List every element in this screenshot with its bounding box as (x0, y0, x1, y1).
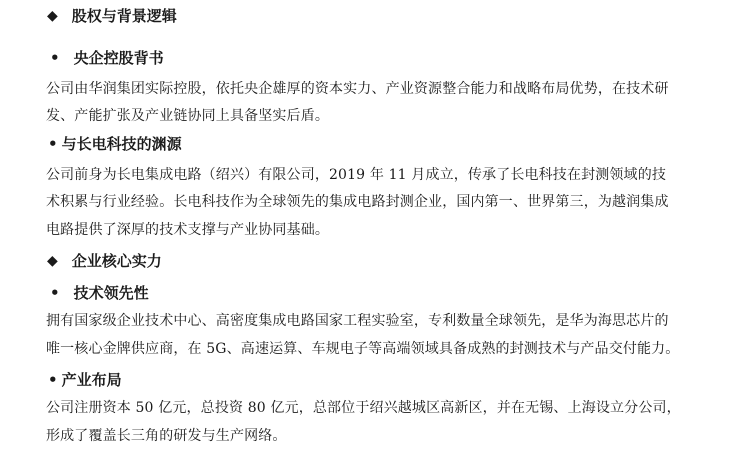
section-heading (47, 251, 162, 271)
section-title: 企业核心实力 (71, 252, 162, 270)
subsection-heading (50, 283, 149, 303)
paragraph-line: 公司由华润集团实际控股，依托央企雄厚的资本实力、产业资源整合能力和战略布局优势，在技术研 (46, 81, 669, 97)
paragraph-line: 公司前身为长电集成电路（绍兴）有限公司，2019 年 11 月成立，传承了长电科技在封测领域的技 (46, 167, 666, 183)
subsection-title: 与长电科技的渊源 (61, 135, 182, 153)
dot-bullet-icon: • (48, 135, 58, 153)
subsection-heading (48, 370, 122, 390)
paragraph-line: 形成了覆盖长三角的研发与生产网络。 (46, 428, 287, 444)
subsection-heading (48, 134, 182, 154)
paragraph-line: 公司注册资本 50 亿元，总投资 80 亿元，总部位于绍兴越城区高新区，并在无锡、上海设立分公司， (46, 400, 681, 416)
paragraph-line: 发、产能扩张及产业链协同上具备坚实后盾。 (46, 108, 329, 124)
subsection-heading (50, 48, 164, 68)
paragraph-line: 术积累与行业经验。长电科技作为全球领先的集成电路封测企业，国内第一、世界第三，为越润集成 (46, 194, 669, 210)
subsection-title: 央企控股背书 (73, 49, 164, 67)
subsection-title: 技术领先性 (73, 284, 149, 302)
paragraph-line: 电路提供了深厚的技术支撑与产业协同基础。 (46, 222, 329, 238)
dot-bullet-icon: • (50, 284, 60, 302)
paragraph-line: 唯一核心金牌供应商，在 5G、高速运算、车规电子等高端领域具备成熟的封测技术与产品交付能力。 (46, 341, 680, 357)
diamond-bullet-icon: ◆ (47, 253, 58, 269)
dot-bullet-icon: • (48, 371, 58, 389)
diamond-bullet-icon: ◆ (47, 8, 58, 24)
paragraph-line: 拥有国家级企业技术中心、高密度集成电路国家工程实验室，专利数量全球领先，是华为海思芯片的 (46, 313, 669, 329)
subsection-title: 产业布局 (61, 371, 122, 389)
section-heading (47, 6, 177, 26)
dot-bullet-icon: • (50, 49, 60, 67)
section-title: 股权与背景逻辑 (71, 7, 177, 25)
